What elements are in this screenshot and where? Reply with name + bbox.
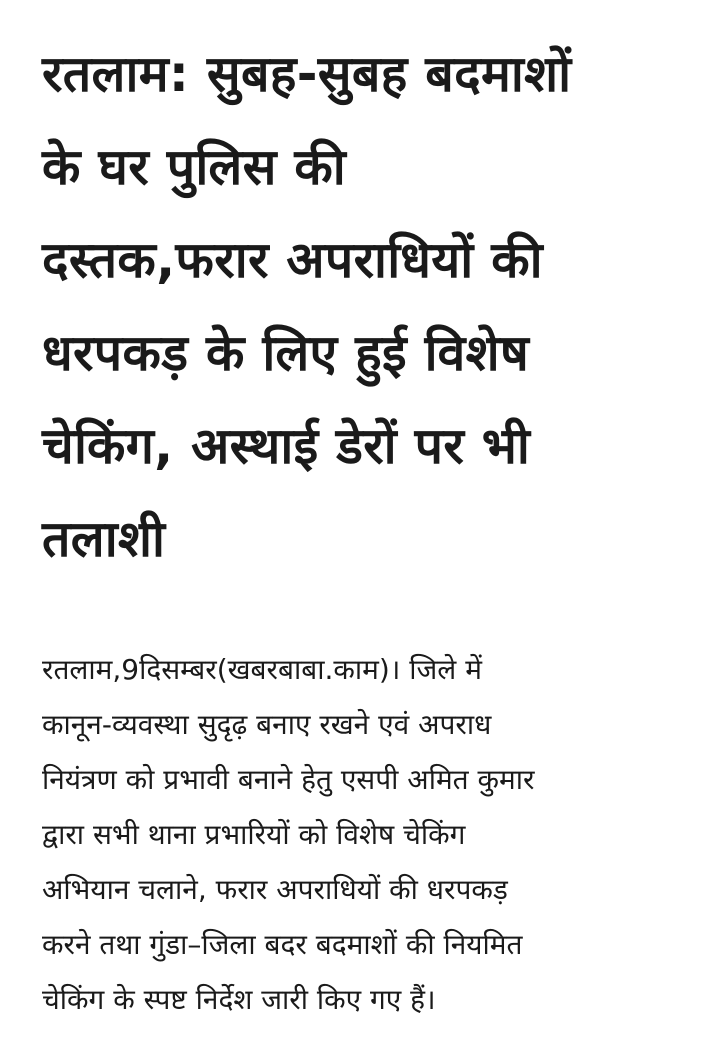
body-line: द्वारा सभी थाना प्रभारियों को विशेष चेकिंग (42, 818, 466, 851)
body-line: करने तथा गुंडा–जिला बदर बदमाशों की नियमित (42, 928, 523, 961)
headline-line: दस्तक,फरार अपराधियों की (42, 231, 543, 289)
headline-line: धरपकड़ के लिए हुई विशेष (42, 324, 530, 382)
headline-line: के घर पुलिस की (42, 138, 347, 196)
article (42, 28, 692, 586)
body-line: चेकिंग के स्पष्ट निर्देश जारी किए गए हैं। (42, 983, 436, 1016)
body-line: अभियान चलाने, फरार अपराधियों की धरपकड़ (42, 873, 508, 906)
body-line: नियंत्रण को प्रभावी बनाने हेतु एसपी अमित कुमार (42, 763, 535, 796)
article-body (42, 642, 692, 1027)
body-line: कानून-व्यवस्था सुदृढ़ बनाए रखने एवं अपराध (42, 708, 492, 741)
headline-line: रतलाम: सुबह-सुबह बदमाशों (42, 45, 572, 103)
article-headline (42, 28, 692, 586)
headline-line: तलाशी (42, 510, 166, 568)
headline-line: चेकिंग, अस्थाई डेरों पर भी (42, 417, 531, 475)
body-line: रतलाम,9दिसम्बर(खबरबाबा.काम)। जिले में (42, 653, 482, 686)
